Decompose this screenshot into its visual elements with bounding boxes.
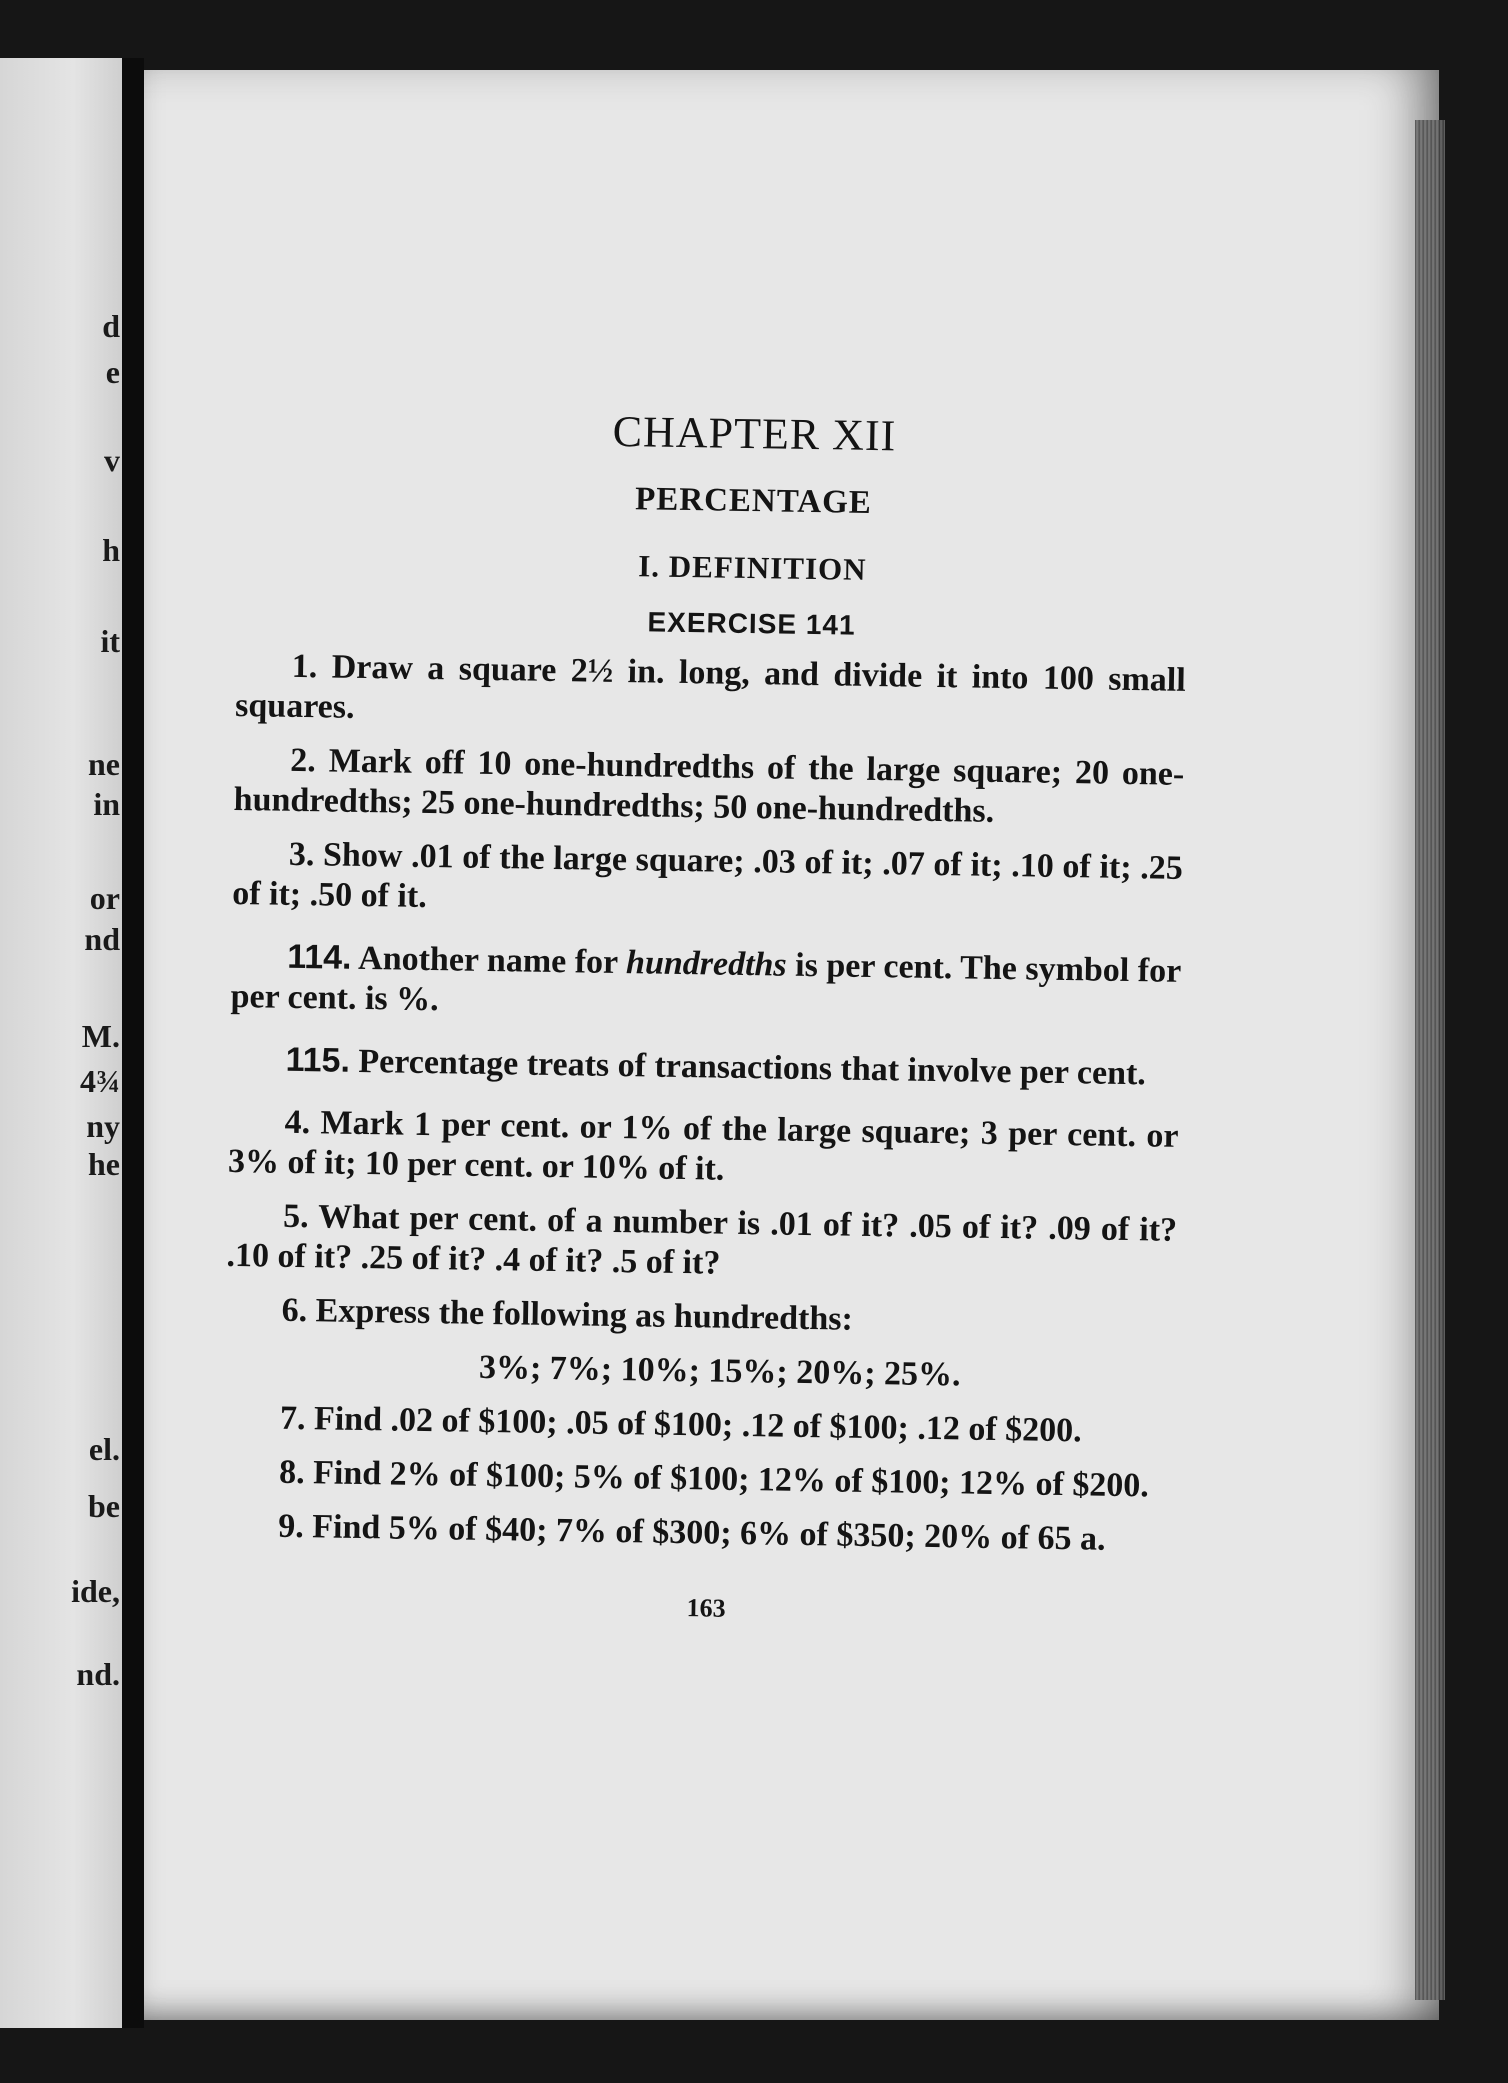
item-text: Find .02 of $100; .05 of $100; .12 of $100; .12 of $200. <box>313 1400 1082 1450</box>
exercise-item <box>232 834 1183 929</box>
article-text: The symbol for per cent. is %. <box>230 949 1182 1019</box>
item-text: Mark off 10 one-hundredths of the large square; 20 one-hundredths; 25 one-hundredths; 50 one-hundredths. <box>233 742 1185 830</box>
left-fragment-text: he <box>88 1146 120 1182</box>
item-number: 3. <box>288 835 315 874</box>
item-number: 5. <box>282 1197 309 1236</box>
item-number: 1. <box>291 647 318 686</box>
exercise-item <box>222 1506 1173 1561</box>
book-spine <box>122 58 144 2028</box>
item-number: 4. <box>284 1103 311 1142</box>
left-fragment-text: h <box>102 532 120 568</box>
item-text: Draw a square 2½ in. long, and divide it into 100 small squares. <box>234 648 1187 726</box>
article-bold-term: Percentage <box>358 1042 519 1083</box>
item-text: Mark 1 per cent. or 1% of the large square; 3 per cent. or 3% of it; 10 per cent. or 10% of it. <box>227 1104 1179 1188</box>
left-fragment-text: ne <box>88 746 120 782</box>
left-fragment-text: ide, <box>71 1573 120 1609</box>
article-bold-term: per cent. <box>826 947 953 987</box>
item-number: 8. <box>278 1453 305 1492</box>
left-fragment-text: in <box>93 786 120 822</box>
item-text: What per cent. of a number is .01 of it? .05 of it? .09 of it? .10 of it? .25 of it? .4 of it? .5 of it? <box>226 1198 1178 1282</box>
item-number: 7. <box>279 1399 306 1438</box>
exercise-item <box>226 1196 1177 1291</box>
exercise-item <box>224 1398 1175 1453</box>
article-115 <box>229 1039 1180 1095</box>
left-fragment-text: el. <box>88 1431 120 1467</box>
exercise-item <box>223 1452 1174 1507</box>
percent-list: 3%; 7%; 10%; 15%; 20%; 25%. <box>478 1348 961 1394</box>
article-text: treats of transactions that involve per cent. <box>526 1045 1147 1093</box>
left-fragment-text: ny <box>86 1108 120 1144</box>
article-text: is <box>794 946 819 985</box>
left-fragment-text: 4¾ <box>80 1063 120 1099</box>
item-number: 9. <box>278 1507 305 1546</box>
exercise-heading: EXERCISE 141 <box>647 606 856 641</box>
page-edge <box>1415 120 1445 2000</box>
item-text: Find 5% of $40; 7% of $300; 6% of $350; 20% of 65 a. <box>312 1508 1106 1558</box>
article-text: Another name for <box>357 939 618 981</box>
section-title: PERCENTAGE <box>634 481 873 521</box>
chapter-title: CHAPTER XII <box>612 406 897 461</box>
left-fragment-text: M. <box>81 1018 120 1054</box>
article-114 <box>230 936 1181 1032</box>
item-text: Show .01 of the large square; .03 of it; .07 of it; .10 of it; .25 of it; .50 of it. <box>231 836 1184 915</box>
left-fragment-text: d <box>102 308 120 344</box>
left-fragment-text: it <box>100 623 120 659</box>
page-number: 163 <box>686 1593 726 1623</box>
article-number: 114. <box>286 937 352 977</box>
exercise-item <box>225 1290 1176 1345</box>
item-number: 2. <box>290 741 317 780</box>
left-fragment-text: nd. <box>76 1656 120 1692</box>
page-content <box>221 400 1190 1631</box>
exercise-item <box>228 1102 1179 1197</box>
left-fragment-text: nd <box>84 921 120 957</box>
exercise-item <box>233 740 1184 835</box>
subsection-title: I. DEFINITION <box>637 548 867 587</box>
left-fragment-text: be <box>88 1488 120 1524</box>
exercise-item <box>235 646 1186 741</box>
left-fragment-text: or <box>89 880 120 916</box>
item-number: 6. <box>281 1291 308 1330</box>
left-fragment-text: v <box>104 442 120 478</box>
left-page-fragment <box>0 58 122 2028</box>
item-text: Find 2% of $100; 5% of $100; 12% of $100; 12% of $200. <box>312 1454 1150 1505</box>
left-fragment-text: e <box>105 354 120 390</box>
article-term: hundredths <box>625 944 787 984</box>
article-number: 115. <box>285 1040 351 1080</box>
item-text: Express the following as hundredths: <box>315 1292 854 1338</box>
